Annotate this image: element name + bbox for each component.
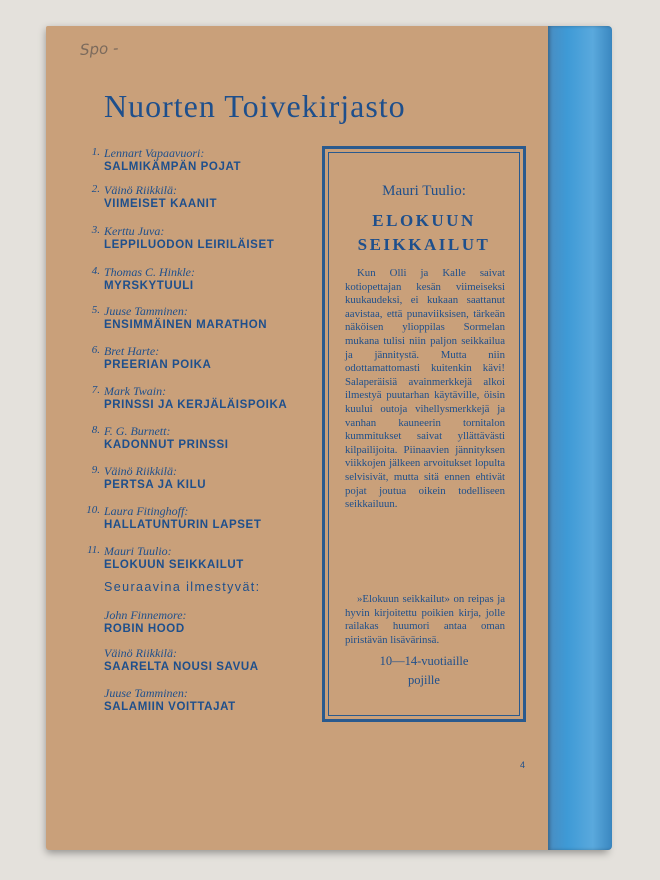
item-author: Kerttu Juva: (104, 224, 165, 238)
series-title: Nuorten Toivekirjasto (104, 88, 406, 124)
item-number: 10. (86, 504, 100, 516)
upcoming-heading: Seuraavina ilmestyvät: (104, 580, 261, 594)
pencil-note: Spo - (79, 39, 119, 59)
item-title: SALMIKÄMPÄN POJAT (104, 161, 242, 173)
item-title: VIIMEISET KAANIT (104, 198, 218, 210)
item-author: Väinö Riikkilä: (104, 183, 177, 197)
item-author: Juuse Tamminen: (104, 304, 188, 318)
item-author: F. G. Burnett: (104, 424, 171, 438)
audience-label: pojille (408, 673, 440, 687)
item-title: LEPPILUODON LEIRILÄISET (104, 239, 275, 251)
item-number: 5. (91, 304, 100, 316)
item-author: John Finnemore: (104, 608, 187, 622)
item-title: ENSIMMÄINEN MARATHON (104, 319, 268, 331)
item-title: PERTSA JA KILU (104, 479, 207, 491)
item-number: 8. (91, 424, 100, 436)
item-title: SAARELTA NOUSI SAVUA (104, 661, 259, 673)
item-number: 11. (87, 544, 100, 556)
item-number: 7. (91, 384, 100, 396)
featured-description: Kun Olli ja Kalle saivat kotiopettajan kesän viimeiseksi kuukaudeksi, ei kukaan saattanut aavistaa, että punaviiksisen, tärkeän näköisen ylioppilas Sormelan mukana tulisi niin paljon seikkailua ja jännitystä. Mutta niin odottamattomasti kuitenkin kävi! Salaperäisiä avainmerkkejä alkoi ilmestyä puutarhan käytäville, öisin kuului outoja vihellysmerkkejä ja vanhan kauneerin tornitalon kummitukset saivat yllättävästi kilpailijoita. Piinaavien jännityksen viikkojen jälkeen arvoitukset lopulta selvisivät, mutta sitä ennen ehtivät pojat joutua oikein todelliseen seikkailuun. (345, 267, 505, 511)
item-author: Bret Harte: (104, 344, 160, 358)
item-title: SALAMIIN VOITTAJAT (104, 701, 236, 713)
featured-review: »Elokuun seikkailut» on reipas ja hyvin kirjoitettu poikien kirja, jolle railakas huumori antaa oman piristävän lisävärinsä. (345, 593, 505, 646)
featured-book-box (322, 146, 526, 722)
item-author: Juuse Tamminen: (104, 686, 188, 700)
item-number: 2. (91, 183, 100, 195)
page-number: 4 (520, 760, 526, 770)
item-author: Laura Fitinghoff: (104, 504, 189, 518)
age-recommendation: 10—14-vuotiaille (379, 654, 469, 668)
item-title: KADONNUT PRINSSI (104, 439, 229, 451)
item-author: Lennart Vapaavuori: (104, 146, 205, 160)
item-number: 1. (91, 146, 100, 158)
item-number: 3. (91, 224, 100, 236)
item-title: HALLATUNTURIN LAPSET (104, 519, 262, 531)
item-number: 9. (91, 464, 100, 476)
item-author: Mark Twain: (104, 384, 167, 398)
item-title: PREERIAN POIKA (104, 359, 212, 371)
item-title: PRINSSI JA KERJÄLÄISPOIKA (104, 399, 288, 411)
item-author: Väinö Riikkilä: (104, 646, 177, 660)
book-spine (548, 26, 612, 850)
item-author: Mauri Tuulio: (104, 544, 172, 558)
featured-title-line1: ELOKUUN (372, 211, 476, 230)
item-title: ROBIN HOOD (104, 623, 185, 635)
item-title: MYRSKYTUULI (104, 280, 194, 292)
item-number: 4. (91, 265, 100, 277)
item-author: Thomas C. Hinkle: (104, 265, 195, 279)
featured-author: Mauri Tuulio: (382, 183, 466, 199)
item-number: 6. (91, 344, 100, 356)
featured-title-line2: SEIKKAILUT (357, 235, 491, 254)
item-title: ELOKUUN SEIKKAILUT (104, 559, 244, 571)
item-author: Väinö Riikkilä: (104, 464, 177, 478)
